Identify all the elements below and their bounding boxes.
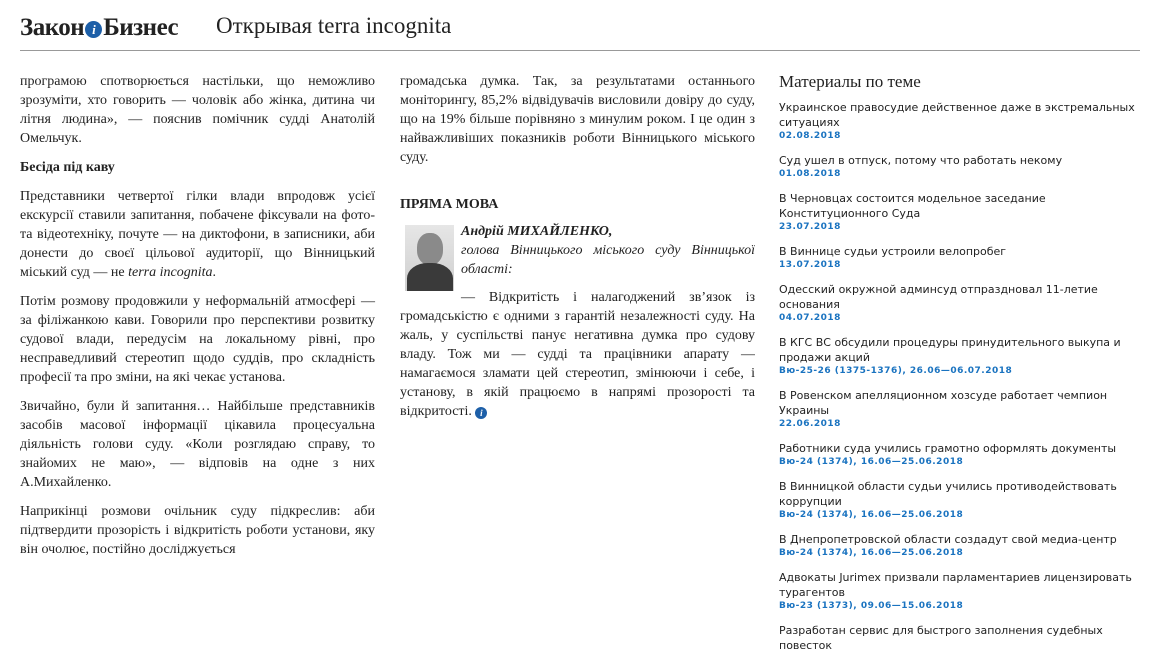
related-item <box>779 479 1144 521</box>
article-title: Открывая terra incognita <box>216 13 452 38</box>
related-link[interactable]: В Виннице судьи устроили велопробег <box>779 245 1007 258</box>
related-link[interactable]: Украинское правосудие действенное даже в экстремальных ситуациях <box>779 101 1135 129</box>
related-link[interactable]: В Ровенском апелляционном хозсуде работает чемпион Украины <box>779 389 1108 417</box>
paragraph: програмою спотворюється настільки, що неможливо зрозуміти, хто говорить — чоловік або жінка, дитина чи літня людина», — пояснив помічник судді Анатолій Омельчук. <box>20 74 375 146</box>
related-item <box>779 335 1144 377</box>
related-item <box>779 244 1144 271</box>
related-item <box>779 388 1144 430</box>
article-column-2 <box>400 72 755 421</box>
speaker-role: голова Вінницького міського суду Вінницької області: <box>461 243 755 277</box>
related-date: Вю-24 (1374), 16.06—25.06.2018 <box>779 548 964 558</box>
paragraph <box>20 187 375 282</box>
logo-text-right: Бизнес <box>103 14 179 41</box>
paragraph-text: . <box>212 265 217 280</box>
related-link[interactable]: В Винницкой области судьи учились противодействовать коррупции <box>779 480 1117 508</box>
related-date: 13.07.2018 <box>779 260 841 270</box>
quote-text <box>400 288 755 421</box>
speaker-photo <box>405 225 454 291</box>
related-link[interactable]: Разработан сервис для быстрого заполнения судебных повесток <box>779 624 1103 652</box>
related-title: Материалы по теме <box>779 72 921 91</box>
related-date: 04.07.2018 <box>779 313 841 323</box>
related-list <box>779 100 1144 653</box>
related-link[interactable]: Суд ушел в отпуск, потому что работать некому <box>779 154 1063 167</box>
related-link[interactable]: В Черновцах состоится модельное заседание Конституционного Суда <box>779 192 1046 220</box>
paragraph-text: Представники четвертої гілки влади впродовж усієї екскурсії ставили запитання, побачене фіксували на фото- та відеотехніку, почуте — на диктофони, в записники, аби донести до своєї цільової аудиторії, що Вінницький міський суд — не <box>20 189 375 280</box>
paragraph: громадська думка. Так, за результатами останнього моніторингу, 85,2% відвідувачів висловили довіру до суду, що на 19% більше порівняно з минулим роком. І це один з найважливіших показників роботи Вінницького міського суду. <box>400 74 755 165</box>
related-link[interactable]: Работники суда учились грамотно оформлять документы <box>779 442 1117 455</box>
related-materials <box>779 72 1144 664</box>
related-date: 23.07.2018 <box>779 222 841 232</box>
related-item <box>779 570 1144 612</box>
related-item <box>779 153 1144 180</box>
related-item <box>779 282 1144 324</box>
logo-mark-icon: i <box>85 21 102 38</box>
related-link[interactable]: Одесский окружной админсуд отпраздновал 11-летие основания <box>779 283 1098 311</box>
article-column-1 <box>20 72 375 569</box>
related-date: 22.06.2018 <box>779 419 841 429</box>
paragraph: Звичайно, були й запитання… Найбільше представників засобів масової інформації цікавила процесуальна діяльність голови суду. «Коли розглядаю справу, то знайомих не маю», — відповів на одне з них А.Михайленко. <box>20 399 375 490</box>
related-item <box>779 441 1144 468</box>
related-date: Вю-24 (1374), 16.06—25.06.2018 <box>779 510 964 520</box>
related-date: Вю-23 (1373), 09.06—15.06.2018 <box>779 601 964 611</box>
related-item <box>779 623 1144 653</box>
related-item <box>779 532 1144 559</box>
subheading: Бесіда під каву <box>20 160 115 175</box>
site-logo[interactable] <box>20 14 178 42</box>
logo-text-left: Закон <box>20 14 85 41</box>
related-date: Вю-25-26 (1375-1376), 26.06—06.07.2018 <box>779 366 1013 376</box>
related-link[interactable]: Адвокаты Jurimex призвали парламентариев лицензировать турагентов <box>779 571 1132 599</box>
section-heading: ПРЯМА МОВА <box>400 197 499 212</box>
paragraph: Наприкінці розмови очільник суду підкреслив: аби підтвердити прозорість і відкритість роботи установи, яку він очолює, постійно досліджується <box>20 504 375 557</box>
paragraph: Потім розмову продовжили у неформальній атмосфері — за філіжанкою кави. Говорили про перспективи розвитку судової влади, передусім на локальному рівні, про несправедливий стереотип щодо суддів, про складність професії та про зміни, на які чекає установа. <box>20 294 375 385</box>
related-date: Вю-24 (1374), 16.06—25.06.2018 <box>779 457 964 467</box>
related-link[interactable]: В КГС ВС обсудили процедуры принудительного выкупа и продажи акций <box>779 336 1121 364</box>
related-date: 01.08.2018 <box>779 169 841 179</box>
quote-body: — Відкритість і налагоджений зв’язок із громадськістю є одними з гарантій незалежності суду. На жаль, у суспільстві панує негативна думка про судову владу. Тож ми — судді та працівники апарату — намагаємося зламати цей стереотип, змінюючи і себе, і установу, в якій працюємо в напрямі прозорості та відкритості. <box>400 290 755 419</box>
related-link[interactable]: В Днепропетровской области создадут свой медиа-центр <box>779 533 1117 546</box>
related-item <box>779 191 1144 233</box>
related-item <box>779 100 1144 142</box>
page-header <box>20 10 1140 51</box>
related-date: 02.08.2018 <box>779 131 841 141</box>
end-mark-icon: i <box>475 407 487 419</box>
paragraph-italic: terra incognita <box>128 265 213 280</box>
speaker-name: Андрій МИХАЙЛЕНКО, <box>461 224 613 239</box>
quote-block <box>400 222 755 421</box>
